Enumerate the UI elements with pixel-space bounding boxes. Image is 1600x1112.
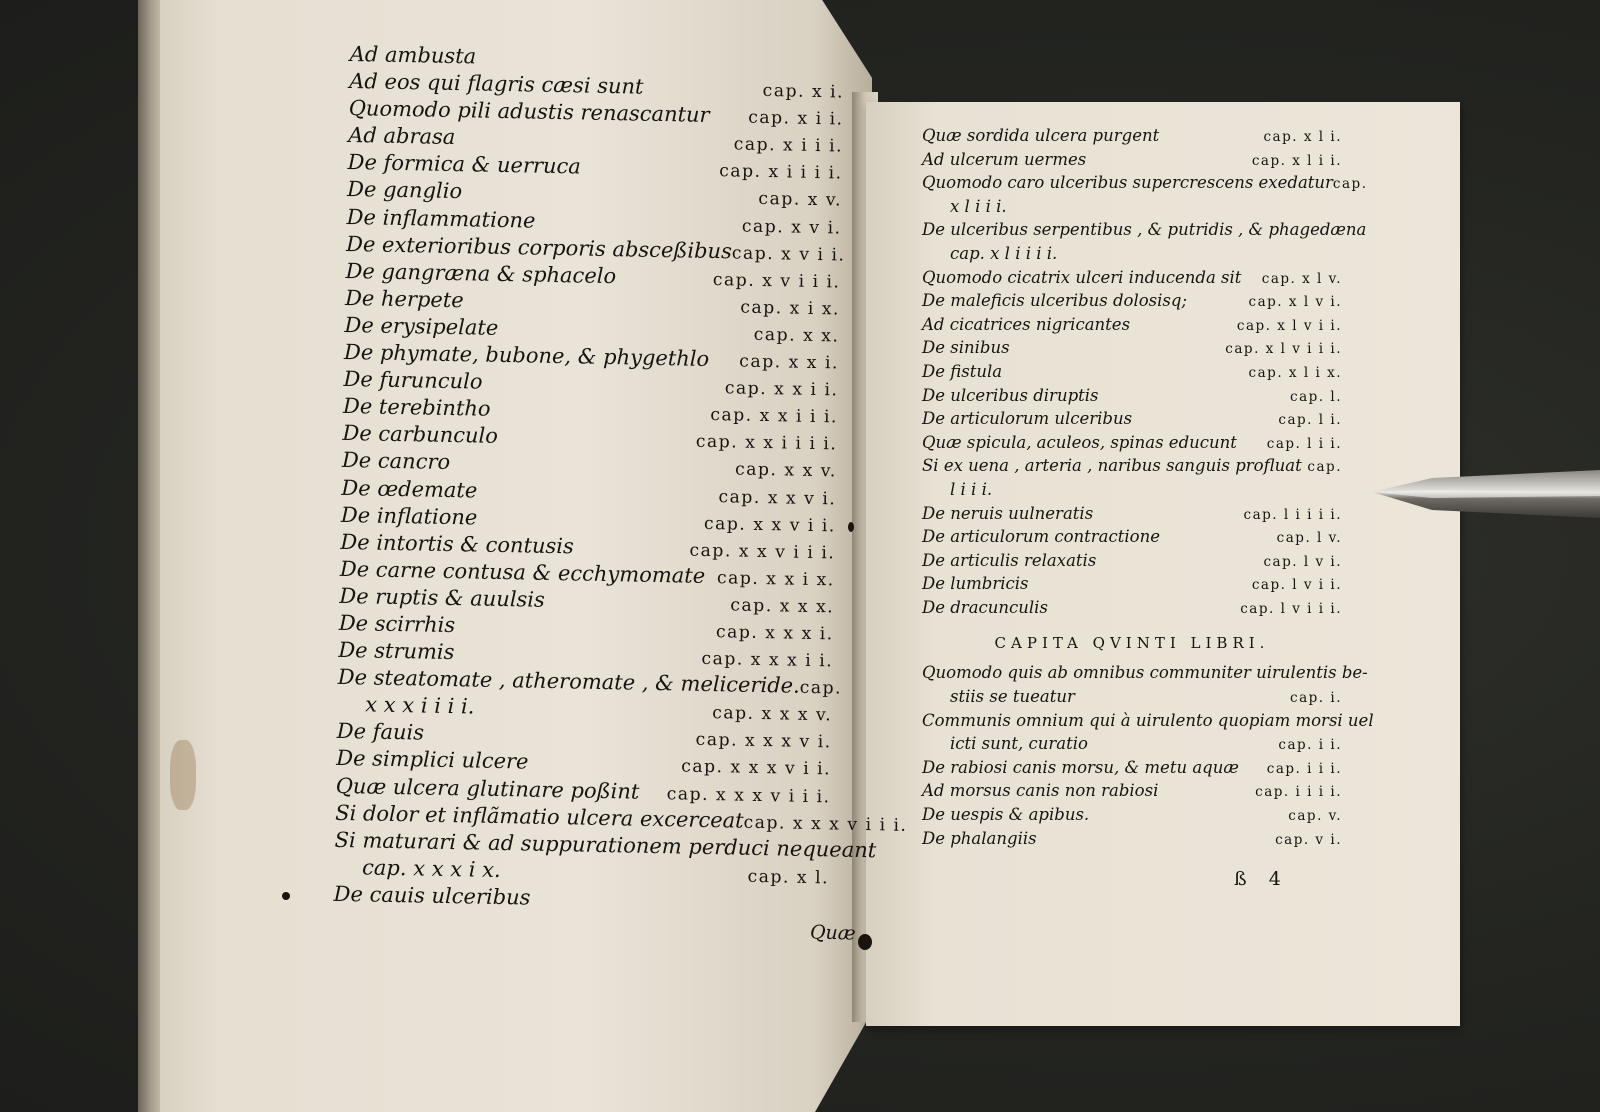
entry-title: De formica & uerruca	[347, 150, 582, 179]
chapter-number: cap. x l i i.	[1251, 152, 1342, 169]
index-entry	[922, 710, 1374, 735]
entry-title: De maleficis ulceribus dolosisq;	[922, 291, 1188, 311]
entry-title: De strumis	[338, 637, 455, 665]
chapter-number: cap. x i.	[762, 81, 845, 103]
chapter-number: cap. x l.	[747, 866, 830, 889]
entry-title: De ulceribus diruptis	[922, 385, 1099, 405]
paper-stain	[170, 740, 196, 810]
entry-title: Si maturari & ad suppurationem perduci nequeant	[334, 827, 877, 862]
entry-title: De fistula	[922, 361, 1003, 381]
chapter-number: cap. x x v i i.	[703, 513, 836, 537]
entry-title: x l i i i.	[950, 196, 1007, 216]
pointer-blade-icon	[1372, 470, 1600, 550]
ink-spot	[848, 522, 854, 532]
index-entry	[922, 173, 1368, 197]
chapter-number: cap.	[1307, 459, 1342, 476]
index-entry	[922, 433, 1342, 457]
left-page-index	[333, 42, 908, 918]
entry-title: stiis se tueatur	[950, 687, 1075, 707]
index-entry	[922, 734, 1342, 758]
index-entry	[922, 527, 1342, 551]
entry-title: De phalangiis	[922, 828, 1037, 848]
chapter-number: cap. l v.	[1276, 530, 1342, 547]
entry-title: Ad eos qui flagris cæsi sunt	[349, 69, 644, 99]
index-entry	[922, 291, 1342, 315]
entry-title: De phymate, bubone, & phygethlo	[343, 339, 710, 371]
chapter-number: cap. v i.	[1275, 831, 1342, 848]
chapter-number: cap. i i i.	[1266, 760, 1342, 777]
index-entry	[922, 805, 1342, 829]
chapter-number: cap. l i i.	[1266, 435, 1342, 452]
entry-title: De furunculo	[343, 367, 483, 394]
chapter-number: cap. x i i i i.	[718, 161, 843, 184]
entry-title: Ad ambusta	[349, 42, 477, 69]
chapter-number: cap. x x.	[753, 324, 840, 347]
section-heading: CAPITA QVINTI LIBRI.	[994, 634, 1270, 653]
chapter-number: cap. x x x v.	[711, 703, 833, 726]
entry-title: Quomodo caro ulceribus supercrescens exedatur	[922, 173, 1333, 193]
chapter-number: cap. x x v i.	[718, 486, 837, 509]
entry-title: De erysipelate	[344, 312, 499, 340]
chapter-number: cap. x x x i.	[715, 622, 834, 645]
entry-title: De inflatione	[340, 502, 478, 530]
index-entry	[922, 551, 1342, 575]
entry-title: De herpete	[344, 285, 464, 313]
entry-title: De articulorum ulceribus	[922, 409, 1133, 429]
entry-title: De dracunculis	[922, 597, 1048, 617]
index-entry	[922, 456, 1342, 480]
chapter-number: cap. x x x v i i i.	[666, 783, 831, 807]
entry-title: Quomodo pili adustis renascantur	[348, 96, 710, 128]
chapter-number: cap. x x i x.	[716, 567, 835, 591]
index-entry	[922, 663, 1368, 687]
entry-title: De articulis relaxatis	[922, 550, 1097, 570]
entry-title: Ad cicatrices nigricantes	[922, 314, 1131, 334]
chapter-number: cap. i i i i.	[1255, 784, 1342, 801]
entry-title: Ad morsus canis non rabiosi	[922, 781, 1159, 801]
entry-title: cap. x l i i i i.	[950, 243, 1058, 263]
chapter-number: cap. x x i i i.	[710, 405, 839, 428]
chapter-number: cap. v.	[1288, 808, 1342, 825]
entry-title: De uespis & apibus.	[922, 805, 1090, 825]
chapter-number: cap. x l v i i.	[1236, 317, 1342, 334]
right-page-index	[922, 126, 1374, 852]
index-entry	[922, 829, 1342, 853]
entry-title: De cauis ulceribus	[333, 881, 531, 910]
entry-title: Quæ sordida ulcera purgent	[922, 126, 1160, 145]
chapter-number: cap. x x x.	[730, 595, 835, 618]
entry-title: De terebintho	[342, 394, 491, 421]
entry-title: l i i i.	[950, 479, 993, 499]
ink-spot	[858, 934, 872, 950]
entry-title: De œdemate	[341, 475, 478, 503]
entry-title: De ruptis & auulsis	[339, 583, 546, 612]
index-entry	[922, 338, 1342, 362]
chapter-number: cap. x l v i.	[1248, 294, 1342, 311]
chapter-number: cap. x l i x.	[1248, 364, 1342, 381]
chapter-number: cap.	[1332, 176, 1368, 193]
chapter-number: cap. x l i.	[1263, 129, 1342, 145]
chapter-number: cap. x x i.	[739, 351, 840, 374]
chapter-list-fifth-book	[922, 663, 1374, 852]
index-entry	[922, 409, 1342, 433]
entry-title: cap. x x x i x.	[361, 855, 501, 882]
entry-title: De steatomate , atheromate , & meliceride.	[337, 665, 801, 698]
entry-title: De neruis uulneratis	[922, 503, 1094, 523]
chapter-number: cap. l i.	[1278, 412, 1342, 429]
index-entry	[922, 197, 1342, 221]
chapter-number: cap. x x i i i i.	[695, 432, 838, 455]
index-entry	[922, 150, 1342, 174]
entry-title: De carbunculo	[342, 421, 499, 449]
entry-title: De articulorum contractione	[922, 527, 1160, 547]
chapter-number: cap. x x v.	[734, 459, 838, 482]
entry-title: De gangræna & sphacelo	[345, 258, 617, 288]
signature-mark: ß 4	[1234, 868, 1289, 890]
chapter-number: cap. x v i i i.	[712, 269, 841, 293]
index-entry	[922, 244, 1342, 268]
index-entry	[922, 315, 1342, 339]
entry-title: De fauis	[336, 719, 425, 745]
chapter-number: cap.	[799, 677, 843, 699]
entry-title: x x x i i i i.	[365, 692, 475, 719]
entry-title: Ad ulcerum uermes	[922, 149, 1087, 169]
entry-title: De cancro	[341, 448, 451, 475]
chapter-number: cap. l v i.	[1263, 553, 1342, 570]
entry-title: De carne contusa & ecchymomate	[339, 556, 706, 588]
chapter-number: cap. x i i.	[747, 107, 844, 130]
entry-title: Quomodo cicatrix ulceri inducenda sit	[922, 267, 1242, 287]
entry-title: Communis omnium qui à uirulento quopiam morsi uel	[922, 710, 1374, 730]
entry-title: De rabiosi canis morsu, & metu aquæ	[922, 757, 1239, 777]
chapter-number: cap. l v i i.	[1251, 577, 1342, 594]
chapter-number: cap. l v i i i.	[1240, 600, 1342, 617]
index-entry	[922, 268, 1342, 292]
entry-title: Ad abrasa	[347, 123, 456, 150]
index-entry	[922, 758, 1342, 782]
chapter-number: cap. x v.	[758, 189, 843, 211]
chapter-number: cap. x l v.	[1261, 270, 1342, 287]
entry-title: De sinibus	[922, 338, 1010, 358]
chapter-number: cap. i i.	[1278, 737, 1342, 754]
entry-title: De ulceribus serpentibus , & putridis , & phagedæna	[922, 220, 1367, 240]
index-entry	[922, 574, 1342, 598]
index-entry	[922, 386, 1342, 410]
index-entry	[922, 126, 1342, 150]
index-entry	[922, 781, 1342, 805]
entry-title: De scirrhis	[338, 610, 456, 638]
chapter-number: cap. x x x v i.	[695, 730, 832, 753]
entry-title: Quæ ulcera glutinare poßint	[335, 773, 640, 804]
entry-title: Si ex uena , arteria , naribus sanguis profluat	[922, 456, 1302, 476]
entry-title: Quomodo quis ab omnibus communiter uirulentis be-	[922, 663, 1368, 683]
chapter-number: cap. l i i i i.	[1243, 506, 1342, 523]
ink-spot	[282, 892, 290, 900]
entry-title: De exterioribus corporis absceßibus	[345, 231, 733, 264]
chapter-number: cap. x x x v i i.	[680, 756, 832, 780]
chapter-number: cap. x v i.	[741, 216, 842, 239]
entry-title: De simplici ulcere	[336, 746, 529, 774]
index-entry	[922, 598, 1342, 622]
chapter-number: cap. x x i i.	[724, 378, 839, 401]
index-entry	[922, 220, 1367, 244]
entry-title: icti sunt, curatio	[950, 734, 1088, 754]
index-entry	[922, 362, 1342, 386]
index-entry	[922, 504, 1342, 528]
entry-title: Quæ spicula, aculeos, spinas educunt	[922, 432, 1237, 452]
index-entry	[922, 687, 1342, 711]
chapter-number: cap. x x x v i i i.	[743, 812, 908, 836]
index-entry	[922, 480, 1342, 504]
chapter-number: cap. i.	[1290, 690, 1342, 707]
chapter-number: cap. x i x.	[740, 297, 841, 320]
entry-title: De lumbricis	[922, 574, 1029, 594]
chapter-number: cap. x x v i i i.	[689, 540, 836, 564]
chapter-number: cap. x v i i.	[731, 243, 846, 266]
chapter-number: cap. x l v i i i.	[1225, 341, 1342, 358]
chapter-list-fourth-book	[922, 126, 1368, 621]
chapter-number: cap. x x x i i.	[701, 648, 834, 672]
entry-title: Si dolor et inflãmatio ulcera excerceat	[334, 800, 744, 833]
chapter-number: cap. x i i i.	[733, 134, 844, 157]
chapter-number: cap. l.	[1290, 388, 1342, 405]
entry-title: De inflammatione	[346, 204, 536, 233]
entry-title: De intortis & contusis	[340, 529, 575, 559]
entry-title: De ganglio	[346, 177, 463, 204]
catchword: Quæ	[809, 921, 856, 945]
